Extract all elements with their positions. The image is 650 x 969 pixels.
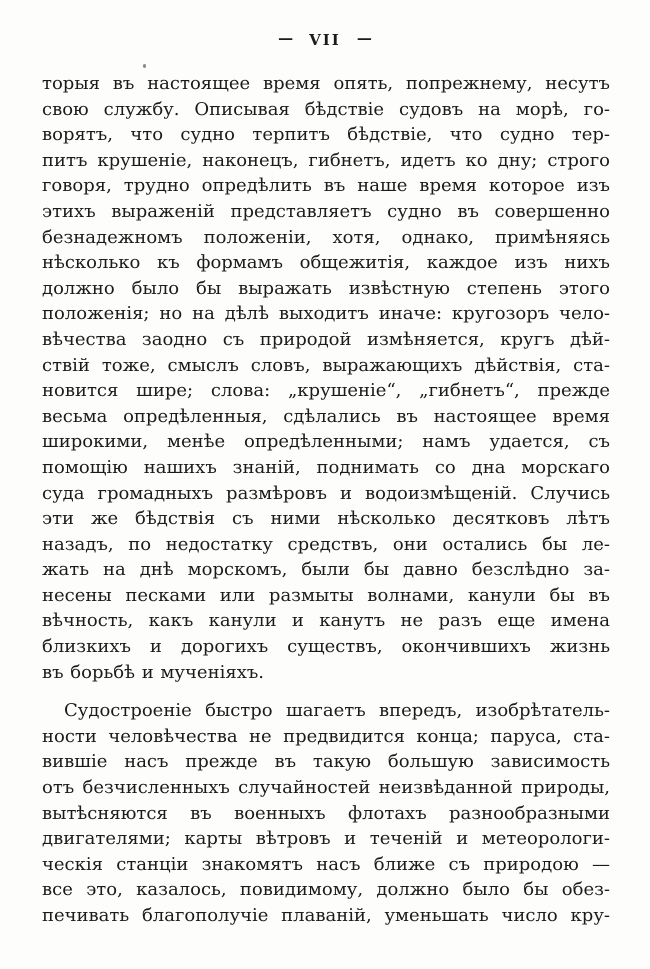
text-line: помощію нашихъ знаній, поднимать со дна морскаго	[42, 456, 610, 478]
text-line: нѣсколько къ формамъ общежитія, каждое изъ нихъ	[42, 252, 610, 274]
text-line: жать на днѣ морскомъ, были бы давно безслѣдно за-	[42, 559, 610, 581]
text-line: суда громадныхъ размѣровъ и водоизмѣщеній. Случись	[42, 482, 610, 504]
body-text	[42, 71, 610, 929]
text-line: безнадежномъ положеніи, хотя, однако, примѣняясь	[42, 226, 610, 248]
scan-speck	[143, 64, 146, 68]
text-line: отъ безчисленныхъ случайностей неизвѣданной природы,	[42, 777, 610, 799]
text-line: свою службу. Описывая бѣдствіе судовъ на морѣ, го-	[42, 98, 610, 120]
text-line: двигателями; карты вѣтровъ и теченій и метеорологи-	[42, 828, 610, 850]
text-line: ческія станціи знакомятъ насъ ближе съ природою —	[42, 853, 610, 875]
text-line: вытѣсняются въ военныхъ флотахъ разнообразными	[42, 802, 610, 824]
text-line: широкими, менѣе опредѣленными; намъ удается, съ	[42, 431, 610, 453]
text-line: весьма опредѣленныя, сдѣлались въ настоящее время	[42, 405, 610, 427]
text-line: вѣчества заодно съ природой измѣняется, кругъ дѣй-	[42, 328, 610, 350]
text-line: питъ крушеніе, наконецъ, гибнетъ, идетъ ко дну; строго	[42, 149, 610, 171]
paragraph-2	[42, 698, 610, 928]
text-line: близкихъ и дорогихъ существъ, окончившихъ жизнь	[42, 636, 610, 658]
text-line: ствій тоже, смыслъ словъ, выражающихъ дѣйствія, ста-	[42, 354, 610, 376]
text-line: должно было бы выражать извѣстную степень этого	[42, 277, 610, 299]
text-line: печивать благополучіе плаваній, уменьшать число кру-	[42, 905, 610, 926]
text-line: говоря, трудно опредѣлить въ наше время которое изъ	[42, 175, 610, 197]
text-line: въ борьбѣ и мученіяхъ.	[42, 661, 265, 683]
text-line: ности человѣчества не предвидится конца; паруса, ста-	[42, 725, 610, 747]
text-line: вившіе насъ прежде въ такую большую зависимость	[42, 751, 610, 773]
text-line: Судостроеніе быстро шагаетъ впередъ, изобрѣтатель-	[64, 700, 610, 722]
text-line: положенія; но на дѣлѣ выходитъ иначе: кругозоръ чело-	[42, 303, 610, 325]
page-number: VII	[309, 31, 341, 49]
text-line: этихъ выраженій представляетъ судно въ совершенно	[42, 200, 610, 222]
text-line: несены песками или размыты волнами, канули бы въ	[42, 584, 610, 606]
text-line: ворятъ, что судно терпитъ бѣдствіе, что судно тер-	[42, 124, 610, 146]
text-line: эти же бѣдствія съ ними нѣсколько десятковъ лѣтъ	[42, 508, 610, 530]
page-header	[0, 31, 650, 49]
header-dash-right: —	[356, 29, 372, 47]
text-line: назадъ, по недостатку средствъ, они остались бы ле-	[42, 533, 610, 555]
text-line: вѣчность, какъ канули и канутъ не разъ еще имена	[42, 610, 610, 632]
text-line: все это, казалось, повидимому, должно было бы обез-	[42, 879, 610, 901]
paragraph-1	[42, 71, 610, 685]
text-line: новится шире; слова: „крушеніе“, „гибнетъ“, прежде	[42, 380, 610, 402]
header-dash-left: —	[278, 29, 294, 47]
text-line: торыя въ настоящее время опять, попрежнему, несутъ	[42, 73, 610, 94]
